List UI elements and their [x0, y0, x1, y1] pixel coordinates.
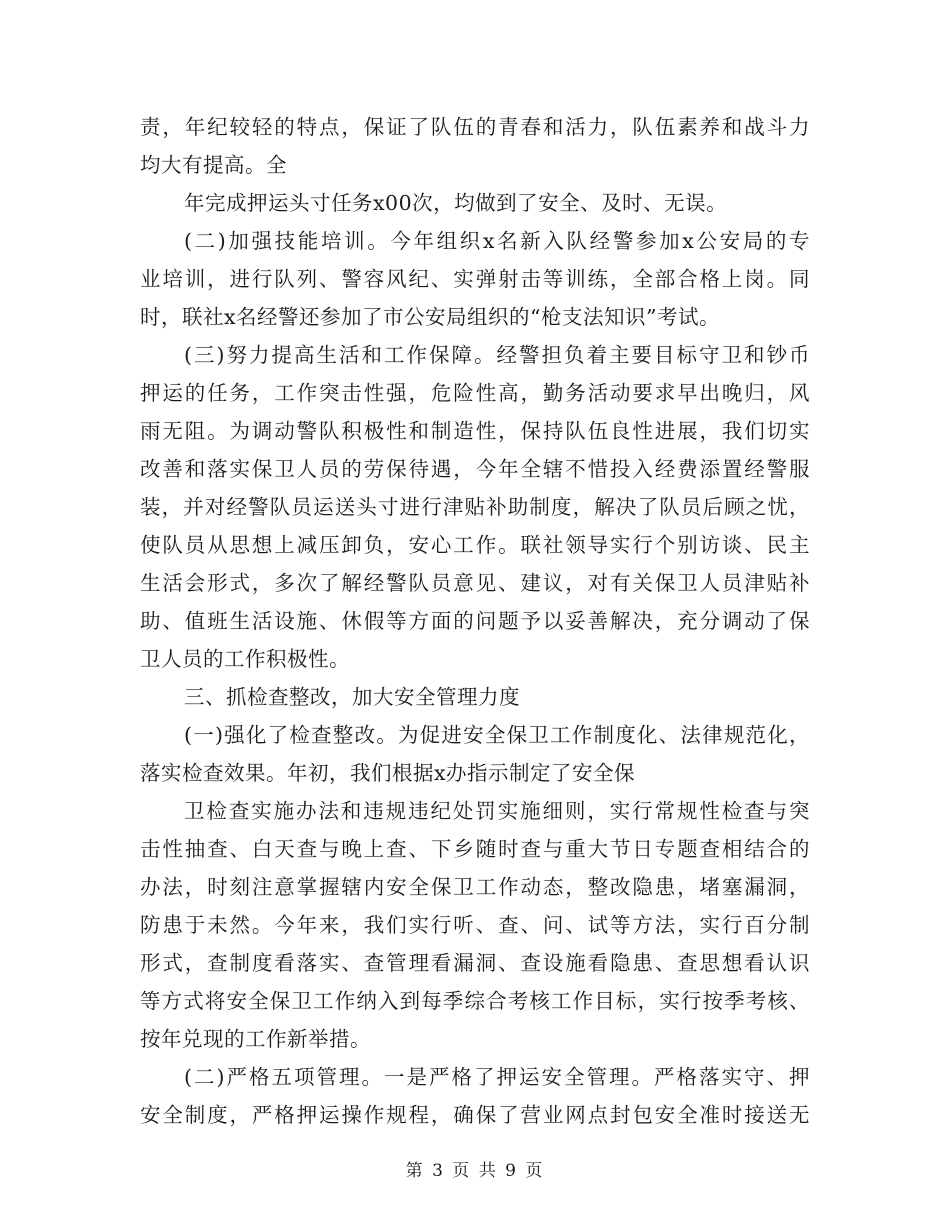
- text-line: 形式，查制度看落实、查管理看漏洞、查设施看隐患、查思想看认识: [140, 951, 810, 975]
- text-line: 卫人员的工作积极性。: [140, 647, 350, 671]
- text-line: 使队员从思想上减压卸负，安心工作。联社领导实行个别访谈、民主: [140, 533, 810, 557]
- text-line: 时，联社x名经警还参加了市公安局组织的“枪支法知识”考试。: [140, 305, 721, 329]
- text-line: 卫检查实施办法和违规违纪处罚实施细则，实行常规性检查与突: [184, 799, 810, 823]
- text-line: 雨无阻。为调动警队积极性和制造性，保持队伍良性进展，我们切实: [140, 419, 810, 443]
- text-line: (二)加强技能培训。今年组织x名新入队经警参加x公安局的专: [184, 229, 810, 253]
- document-body: [140, 108, 810, 1134]
- text-line: 办法，时刻注意掌握辖内安全保卫工作动态，整改隐患，堵塞漏洞，: [140, 875, 810, 899]
- text-line: 按年兑现的工作新举措。: [140, 1027, 371, 1051]
- page-number: 第 3 页 共 9 页: [405, 1161, 545, 1181]
- text-line: 生活会形式，多次了解经警队员意见、建议，对有关保卫人员津贴补: [140, 571, 810, 595]
- text-line: 防患于未然。今年来，我们实行听、查、问、试等方法，实行百分制: [140, 913, 810, 937]
- text-line: 改善和落实保卫人员的劳保待遇，今年全辖不惜投入经费添置经警服: [140, 457, 810, 481]
- text-line: 装，并对经警队员运送头寸进行津贴补助制度，解决了队员后顾之忧，: [140, 495, 810, 519]
- text-line: (三)努力提高生活和工作保障。经警担负着主要目标守卫和钞币: [184, 343, 810, 367]
- text-line: 三、抓检查整改，加大安全管理力度: [184, 685, 520, 709]
- text-line: 均大有提高。全: [140, 153, 287, 177]
- text-line: 押运的任务，工作突击性强，危险性高，勤务活动要求早出晚归，风: [140, 381, 810, 405]
- text-line: 安全制度，严格押运操作规程，确保了营业网点封包安全准时接送无: [140, 1103, 810, 1127]
- text-line: 助、值班生活设施、休假等方面的问题予以妥善解决，充分调动了保: [140, 609, 810, 633]
- text-line: 年完成押运头寸任务x00次，均做到了安全、及时、无误。: [184, 191, 728, 215]
- text-line: 责，年纪较轻的特点，保证了队伍的青春和活力，队伍素养和战斗力: [140, 115, 810, 139]
- text-line: 落实检查效果。年初，我们根据x办指示制定了安全保: [140, 761, 636, 785]
- text-line: 业培训，进行队列、警容风纪、实弹射击等训练，全部合格上岗。同: [140, 267, 810, 291]
- text-line: (一)强化了检查整改。为促进安全保卫工作制度化、法律规范化，: [184, 723, 810, 747]
- text-line: (二)严格五项管理。一是严格了押运安全管理。严格落实守、押: [184, 1065, 810, 1089]
- text-line: 击性抽查、白天查与晚上查、下乡随时查与重大节日专题查相结合的: [140, 837, 810, 861]
- text-line: 等方式将安全保卫工作纳入到每季综合考核工作目标，实行按季考核、: [140, 989, 810, 1013]
